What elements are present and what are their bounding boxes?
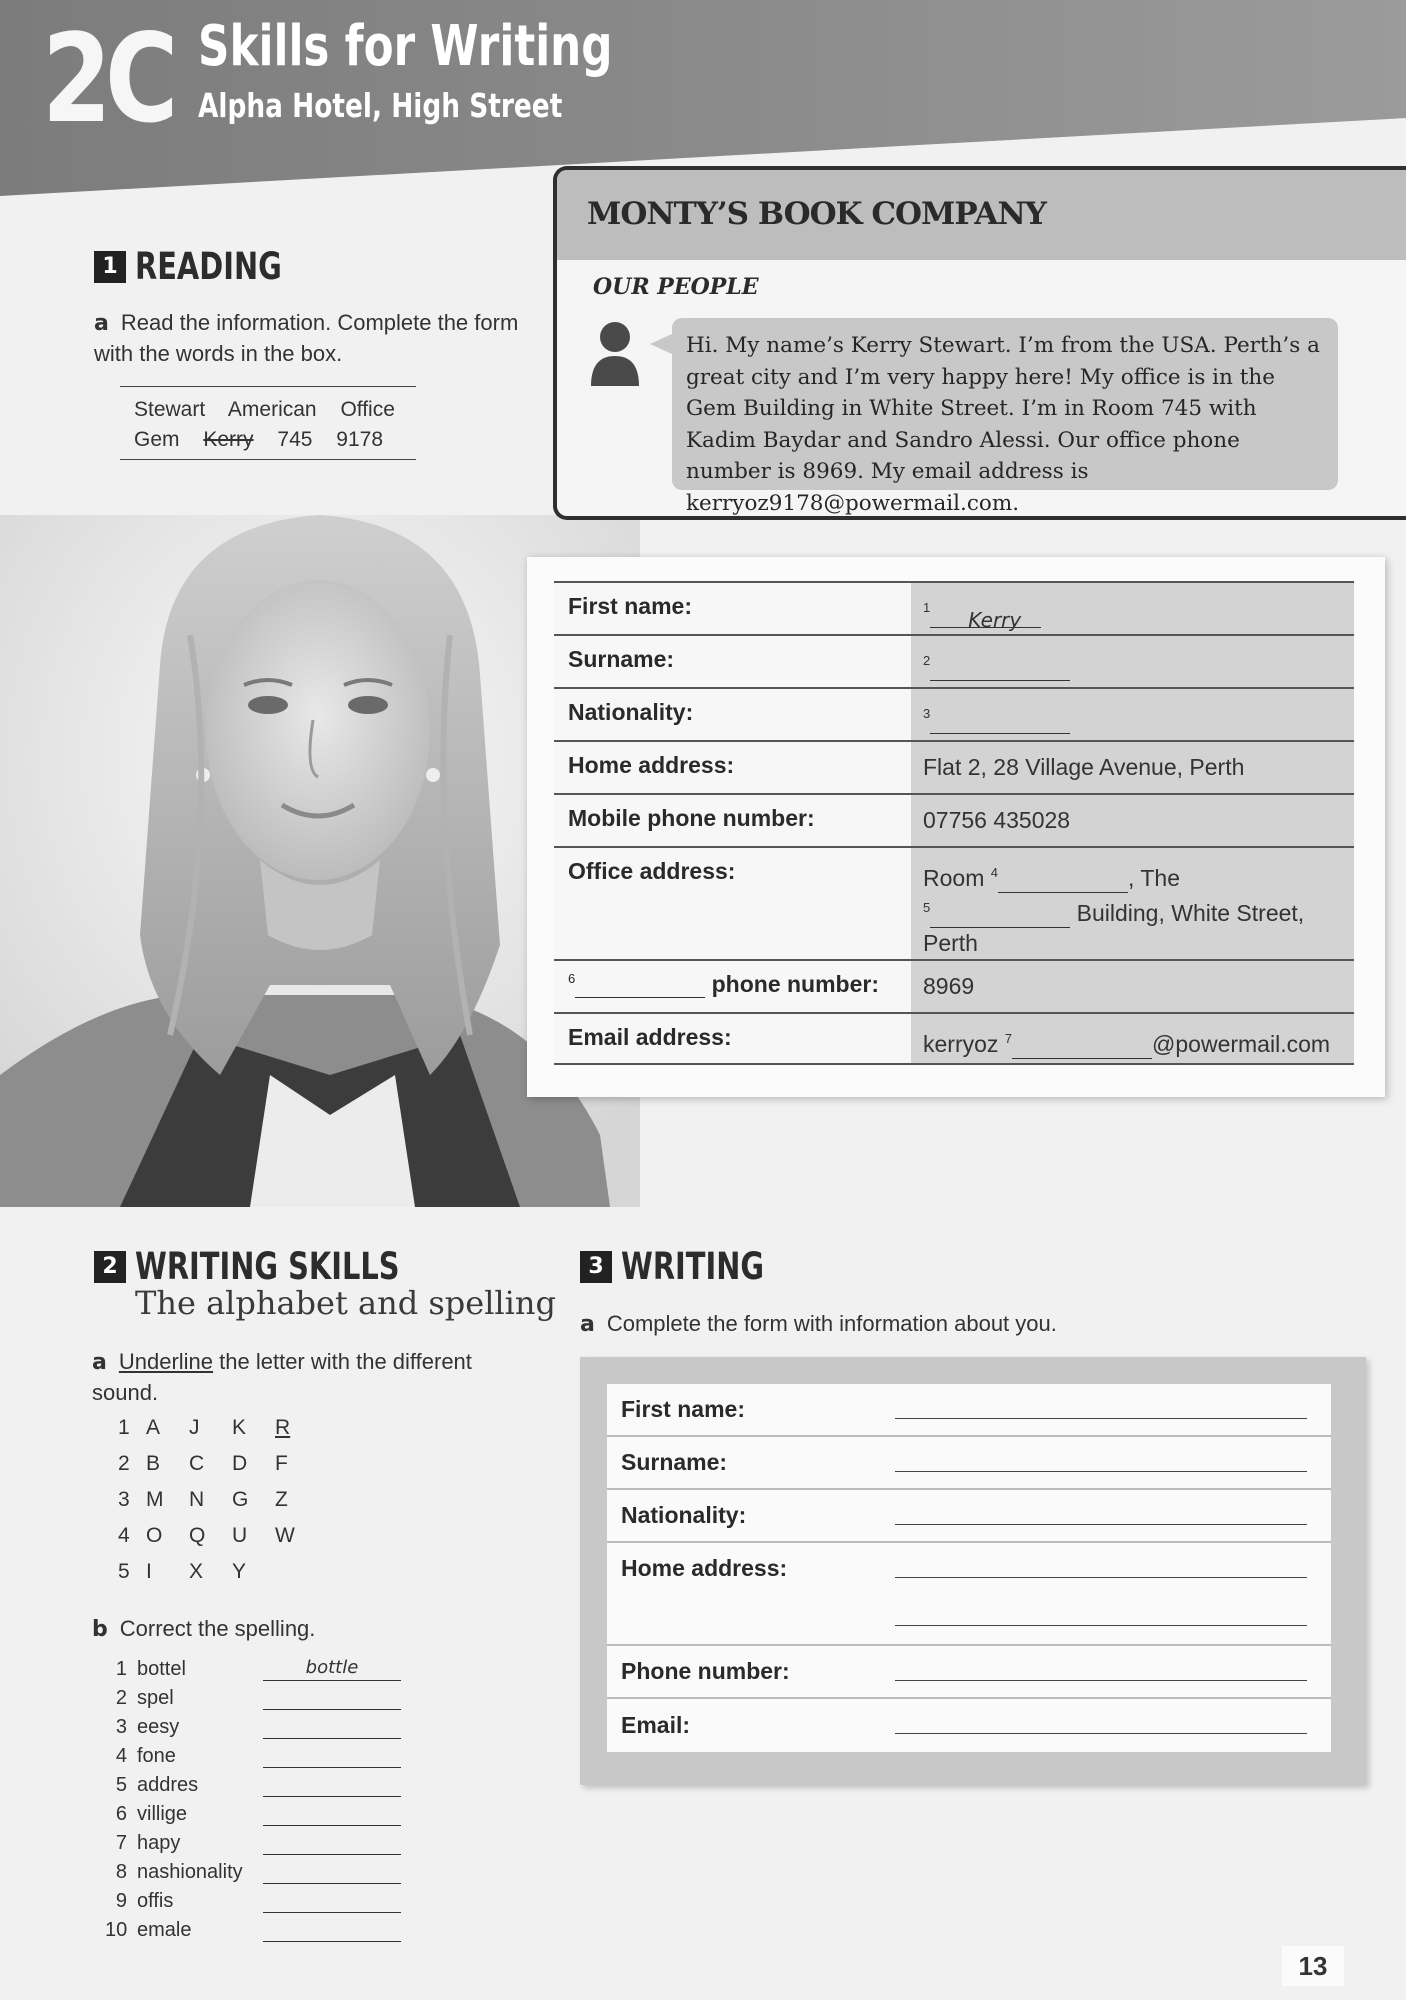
answer-blank[interactable]: [263, 1889, 401, 1913]
field-value: $^1$Kerry: [911, 583, 1354, 634]
nationality-field[interactable]: [895, 1524, 1307, 1525]
letter-row: 3 M N G Z: [118, 1488, 318, 1524]
home-address-field-line2[interactable]: [895, 1625, 1307, 1626]
surname-field[interactable]: [895, 1471, 1307, 1472]
form-row: [554, 959, 1354, 1012]
field-label: First name:: [621, 1396, 745, 1422]
section-title: WRITING: [621, 1245, 765, 1288]
writing-heading: [580, 1245, 804, 1288]
company-profile-card: [553, 166, 1406, 520]
letter-option[interactable]: O: [146, 1524, 163, 1547]
letter-option[interactable]: G: [232, 1488, 249, 1511]
field-label: Nationality:: [621, 1502, 747, 1528]
personal-form: [607, 1384, 1331, 1752]
form-row: [554, 793, 1354, 846]
form-row: [554, 740, 1354, 793]
section-subtitle: The alphabet and spelling: [135, 1284, 556, 1322]
word-box-item: Gem: [134, 428, 180, 451]
letter-option[interactable]: M: [146, 1488, 164, 1511]
letter-option[interactable]: C: [189, 1452, 205, 1475]
field-value: 8969: [911, 961, 1354, 1012]
spelling-row: 9 offis: [105, 1884, 401, 1913]
spelling-exercise: [105, 1652, 401, 1942]
letter-option[interactable]: Z: [275, 1488, 288, 1511]
letter-option[interactable]: I: [146, 1560, 152, 1583]
spelling-row: 2 spel: [105, 1681, 401, 1710]
letter-row: 5 I X Y: [118, 1560, 318, 1596]
writing-skills-heading: [94, 1245, 474, 1288]
field-label: Office address:: [554, 848, 911, 959]
form-row: [607, 1384, 1331, 1437]
letter-option[interactable]: B: [146, 1452, 161, 1475]
answer-blank[interactable]: [1012, 1035, 1152, 1059]
answer-blank[interactable]: [998, 869, 1128, 893]
answer-blank[interactable]: [263, 1773, 401, 1797]
field-value: Flat 2, 28 Village Avenue, Perth: [911, 742, 1354, 793]
letter-row: 2 B C D F: [118, 1452, 318, 1488]
reading-instruction: a Read the information. Complete the form with the words in the box.: [94, 310, 519, 366]
letter-exercise: [118, 1416, 318, 1596]
spelling-row: 6 villige: [105, 1797, 401, 1826]
answer-blank[interactable]: [263, 1744, 401, 1768]
spelling-row: 3 eesy: [105, 1710, 401, 1739]
section-number-badge: 1: [94, 251, 126, 283]
letter-option[interactable]: F: [275, 1452, 288, 1475]
field-label: Nationality:: [554, 689, 911, 740]
field-label: Email address:: [554, 1014, 911, 1063]
answer-blank[interactable]: [930, 710, 1070, 734]
answer-blank[interactable]: [930, 904, 1070, 928]
letter-row: 1 A J K R: [118, 1416, 318, 1452]
field-value: 3: [911, 689, 1354, 740]
spelling-row: 5 addres: [105, 1768, 401, 1797]
answer-blank[interactable]: [263, 1802, 401, 1826]
field-label: Mobile phone number:: [554, 795, 911, 846]
profile-subheading: OUR PEOPLE: [593, 274, 759, 300]
phone-number-field[interactable]: [895, 1680, 1307, 1681]
field-label: Surname:: [554, 636, 911, 687]
exercise-b-instruction: b Correct the spelling.: [92, 1616, 316, 1642]
form-row: [607, 1437, 1331, 1490]
field-label: Home address:: [621, 1555, 788, 1581]
answer-blank[interactable]: [263, 1686, 401, 1710]
word-box-item: American: [227, 398, 317, 421]
form-row: [607, 1490, 1331, 1543]
exercise-a-instruction: a Underline the letter with the different sound.: [92, 1349, 472, 1405]
form-row: [554, 581, 1354, 634]
answer-blank[interactable]: [930, 657, 1070, 681]
letter-option[interactable]: Y: [232, 1560, 247, 1583]
section-number-badge: 3: [580, 1251, 612, 1283]
spelling-row: 4 fone: [105, 1739, 401, 1768]
field-label: Phone number:: [621, 1658, 790, 1684]
email-field[interactable]: [895, 1733, 1307, 1734]
first-name-field[interactable]: [895, 1418, 1307, 1419]
reading-heading: [94, 245, 323, 288]
unit-subtitle: Alpha Hotel, High Street: [198, 86, 563, 125]
answer-blank[interactable]: [263, 1918, 401, 1942]
form-row: [607, 1699, 1331, 1752]
word-box: [120, 386, 416, 460]
kerry-form: [554, 581, 1354, 1065]
form-row: [554, 634, 1354, 687]
form-row: [607, 1646, 1331, 1699]
answer-example: bottle: [263, 1657, 401, 1681]
field-label: Email:: [621, 1712, 691, 1738]
word-box-item: Office: [340, 398, 395, 421]
kerry-form-card: [527, 557, 1385, 1097]
field-value: Room $^4$ , The $^5$ Building, White Street, Perth: [911, 848, 1354, 959]
spelling-row: 1 bottel bottle: [105, 1652, 401, 1681]
letter-option[interactable]: U: [232, 1524, 248, 1547]
unit-title: Skills for Writing: [198, 14, 613, 79]
word-box-item: Stewart: [134, 398, 206, 421]
field-value: kerryoz $^7$ @powermail.com: [911, 1014, 1354, 1063]
answer-blank[interactable]: [263, 1715, 401, 1739]
field-label: First name:: [554, 583, 911, 634]
form-row: [554, 687, 1354, 740]
page-number: 13: [1282, 1946, 1344, 1986]
field-label: Surname:: [621, 1449, 728, 1475]
field-value: 2: [911, 636, 1354, 687]
word-box-item: 9178: [336, 428, 383, 451]
letter-option[interactable]: Q: [189, 1524, 206, 1547]
letter-row: 4 O Q U W: [118, 1524, 318, 1560]
unit-number: 2C: [42, 8, 172, 150]
section-title: WRITING SKILLS: [135, 1245, 400, 1288]
answer-example: Kerry: [968, 608, 1022, 632]
underlined-answer: R: [275, 1416, 291, 1439]
word-box-item-used: Kerry: [203, 428, 254, 451]
letter-option[interactable]: N: [189, 1488, 205, 1511]
field-value: 07756 435028: [911, 795, 1354, 846]
spelling-row: 7 hapy: [105, 1826, 401, 1855]
form-row: [607, 1543, 1331, 1646]
user-avatar-icon: [587, 320, 643, 386]
letter-option[interactable]: W: [275, 1524, 295, 1547]
form-row: [554, 846, 1354, 959]
company-name: MONTY’S BOOK COMPANY: [557, 170, 1406, 260]
form-row: [554, 1012, 1354, 1065]
answer-blank[interactable]: [263, 1860, 401, 1884]
profile-text: Hi. My name’s Kerry Stewart. I’m from the USA. Perth’s a great city and I’m very happy here! My office is in the Gem Building in White Street. I’m in Room 745 with Kadim Baydar and Sandro Alessi. Our office phone number is 8969. My email address is kerryoz9178@powermail.com.: [672, 318, 1338, 490]
spelling-row: 10 emale: [105, 1913, 401, 1942]
field-label: Home address:: [554, 742, 911, 793]
section-title: READING: [135, 245, 282, 288]
answer-blank[interactable]: [575, 974, 705, 998]
home-address-field[interactable]: [895, 1577, 1307, 1578]
letter-option[interactable]: D: [232, 1452, 248, 1475]
writing-instruction: a Complete the form with information about you.: [580, 1311, 1057, 1337]
word-box-item: 745: [277, 428, 313, 451]
spelling-row: 8 nashionality: [105, 1855, 401, 1884]
letter-option[interactable]: X: [189, 1560, 204, 1583]
answer-blank[interactable]: [263, 1831, 401, 1855]
section-number-badge: 2: [94, 1251, 126, 1283]
field-label: $^6$ phone number:: [554, 961, 911, 1012]
